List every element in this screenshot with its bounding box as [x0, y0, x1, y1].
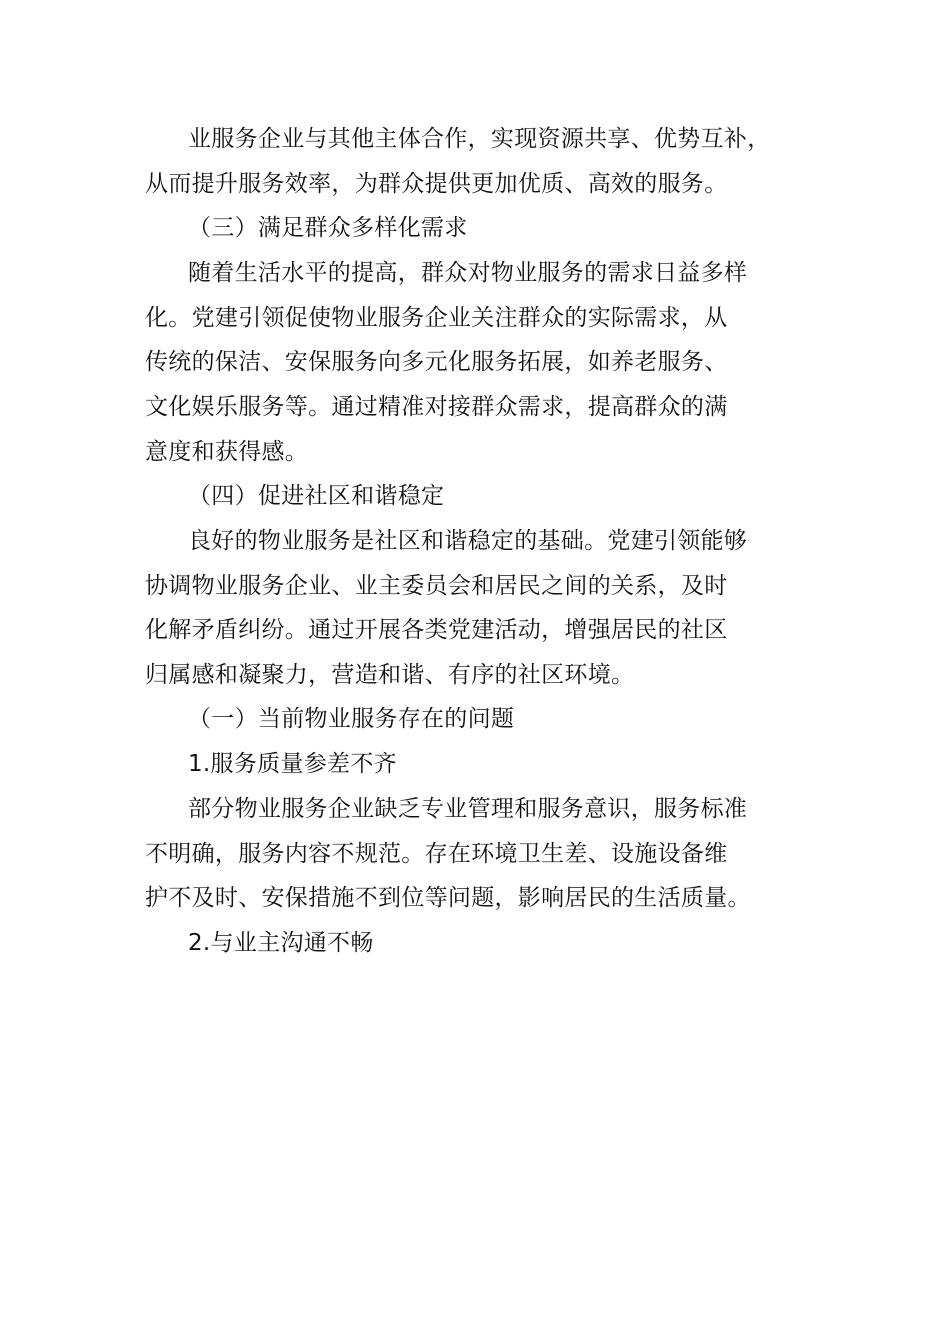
paragraph-line: 文化娱乐服务等。通过精准对接群众需求，提高群众的满 — [145, 394, 728, 420]
section-heading: （三）满足群众多样化需求 — [188, 215, 468, 241]
paragraph-line: 意度和获得感。 — [145, 439, 309, 465]
subsection-heading: 1.服务质量参差不齐 — [188, 751, 397, 777]
paragraph-line: 随着生活水平的提高，群众对物业服务的需求日益多样 — [188, 260, 748, 286]
paragraph-line: 化。党建引领促使物业服务企业关注群众的实际需求，从 — [145, 305, 728, 331]
paragraph-line: 业服务企业与其他主体合作，实现资源共享、优势互补， — [188, 126, 771, 152]
paragraph-line: 协调物业服务企业、业主委员会和居民之间的关系，及时 — [145, 573, 728, 599]
section-heading: （四）促进社区和谐稳定 — [188, 483, 445, 509]
subsection-heading: 2.与业主沟通不畅 — [188, 930, 374, 956]
paragraph-line: 护不及时、安保措施不到位等问题，影响居民的生活质量。 — [145, 885, 751, 911]
paragraph-line: 传统的保洁、安保服务向多元化服务拓展，如养老服务、 — [145, 349, 728, 375]
paragraph-line: 归属感和凝聚力，营造和谐、有序的社区环境。 — [145, 662, 635, 688]
section-heading: （一）当前物业服务存在的问题 — [188, 706, 515, 732]
paragraph-line: 良好的物业服务是社区和谐稳定的基础。党建引领能够 — [188, 528, 748, 554]
paragraph-line: 部分物业服务企业缺乏专业管理和服务意识，服务标准 — [188, 796, 748, 822]
paragraph-line: 化解矛盾纠纷。通过开展各类党建活动，增强居民的社区 — [145, 617, 728, 643]
paragraph-line: 不明确，服务内容不规范。存在环境卫生差、设施设备维 — [145, 841, 728, 867]
paragraph-line: 从而提升服务效率，为群众提供更加优质、高效的服务。 — [145, 171, 728, 197]
